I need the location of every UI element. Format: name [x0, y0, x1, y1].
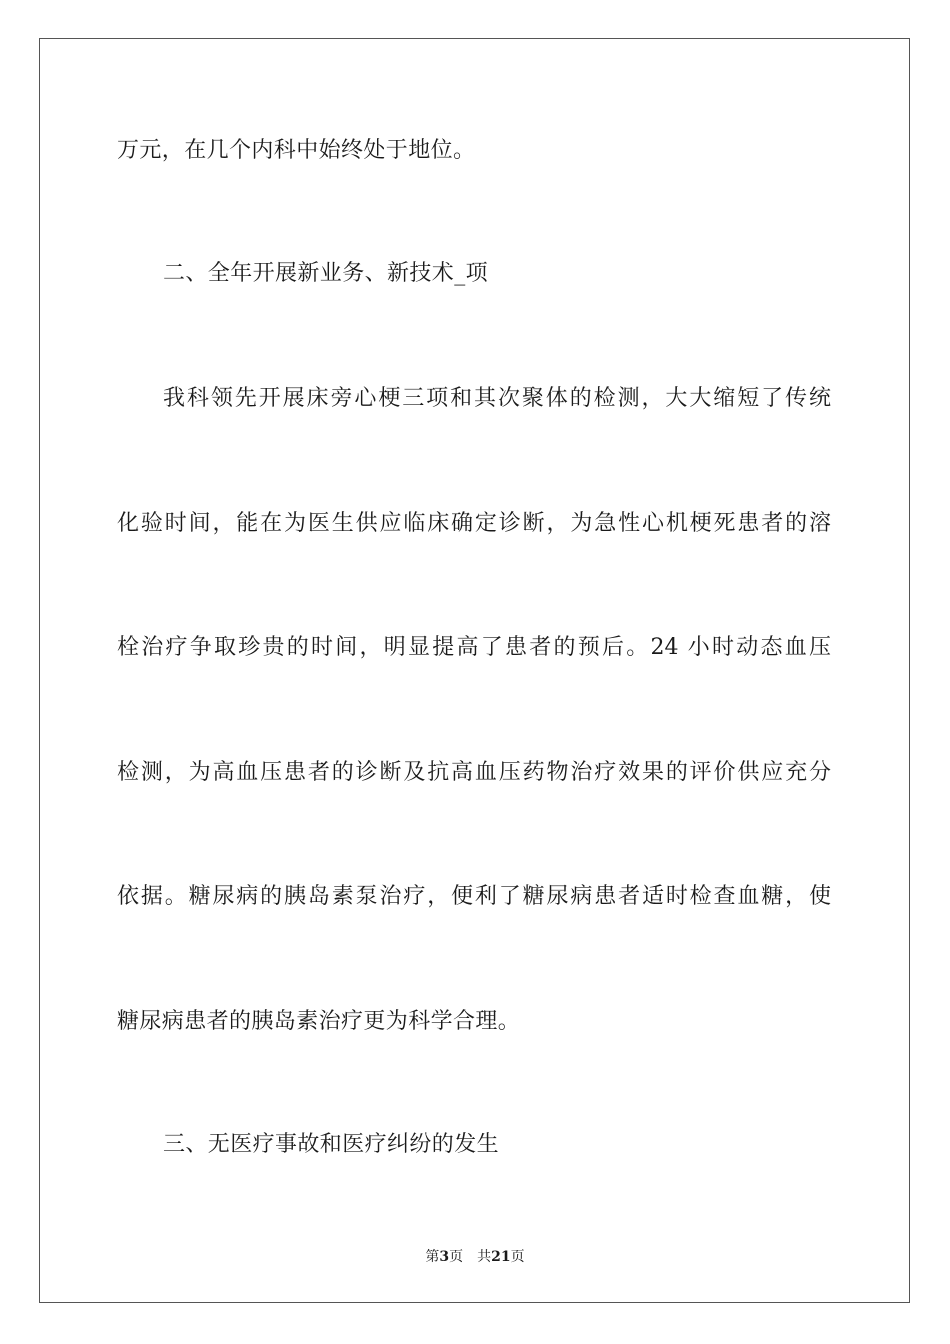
- body-line-5: 检测，为高血压患者的诊断及抗高血压药物治疗效果的评价供应充分: [117, 760, 831, 785]
- body-line-1: 万元，在几个内科中始终处于地位。: [117, 138, 476, 163]
- total-prefix: 共: [477, 1249, 492, 1265]
- body-line-6: 依据。糖尿病的胰岛素泵治疗，便利了糖尿病患者适时检查血糖，使: [117, 884, 831, 909]
- body-line-2: 我科领先开展床旁心梗三项和其次聚体的检测，大大缩短了传统: [163, 386, 831, 411]
- page-prefix: 第: [425, 1249, 440, 1265]
- page-number: 3: [439, 1249, 450, 1265]
- section-heading-3: 三、无医疗事故和医疗纠纷的发生: [163, 1132, 500, 1157]
- page-suffix: 页: [449, 1249, 464, 1265]
- total-pages: 21: [491, 1249, 511, 1265]
- body-line-3: 化验时间，能在为医生供应临床确定诊断，为急性心机梗死患者的溶: [117, 511, 831, 536]
- page-footer: [0, 1248, 950, 1266]
- section-heading-2: 二、全年开展新业务、新技术_项: [163, 261, 489, 286]
- body-line-7: 糖尿病患者的胰岛素治疗更为科学合理。: [117, 1009, 521, 1034]
- body-line-4: 栓治疗争取珍贵的时间，明显提高了患者的预后。24 小时动态血压: [117, 635, 831, 660]
- page-border: [39, 38, 910, 1303]
- total-suffix: 页: [510, 1249, 525, 1265]
